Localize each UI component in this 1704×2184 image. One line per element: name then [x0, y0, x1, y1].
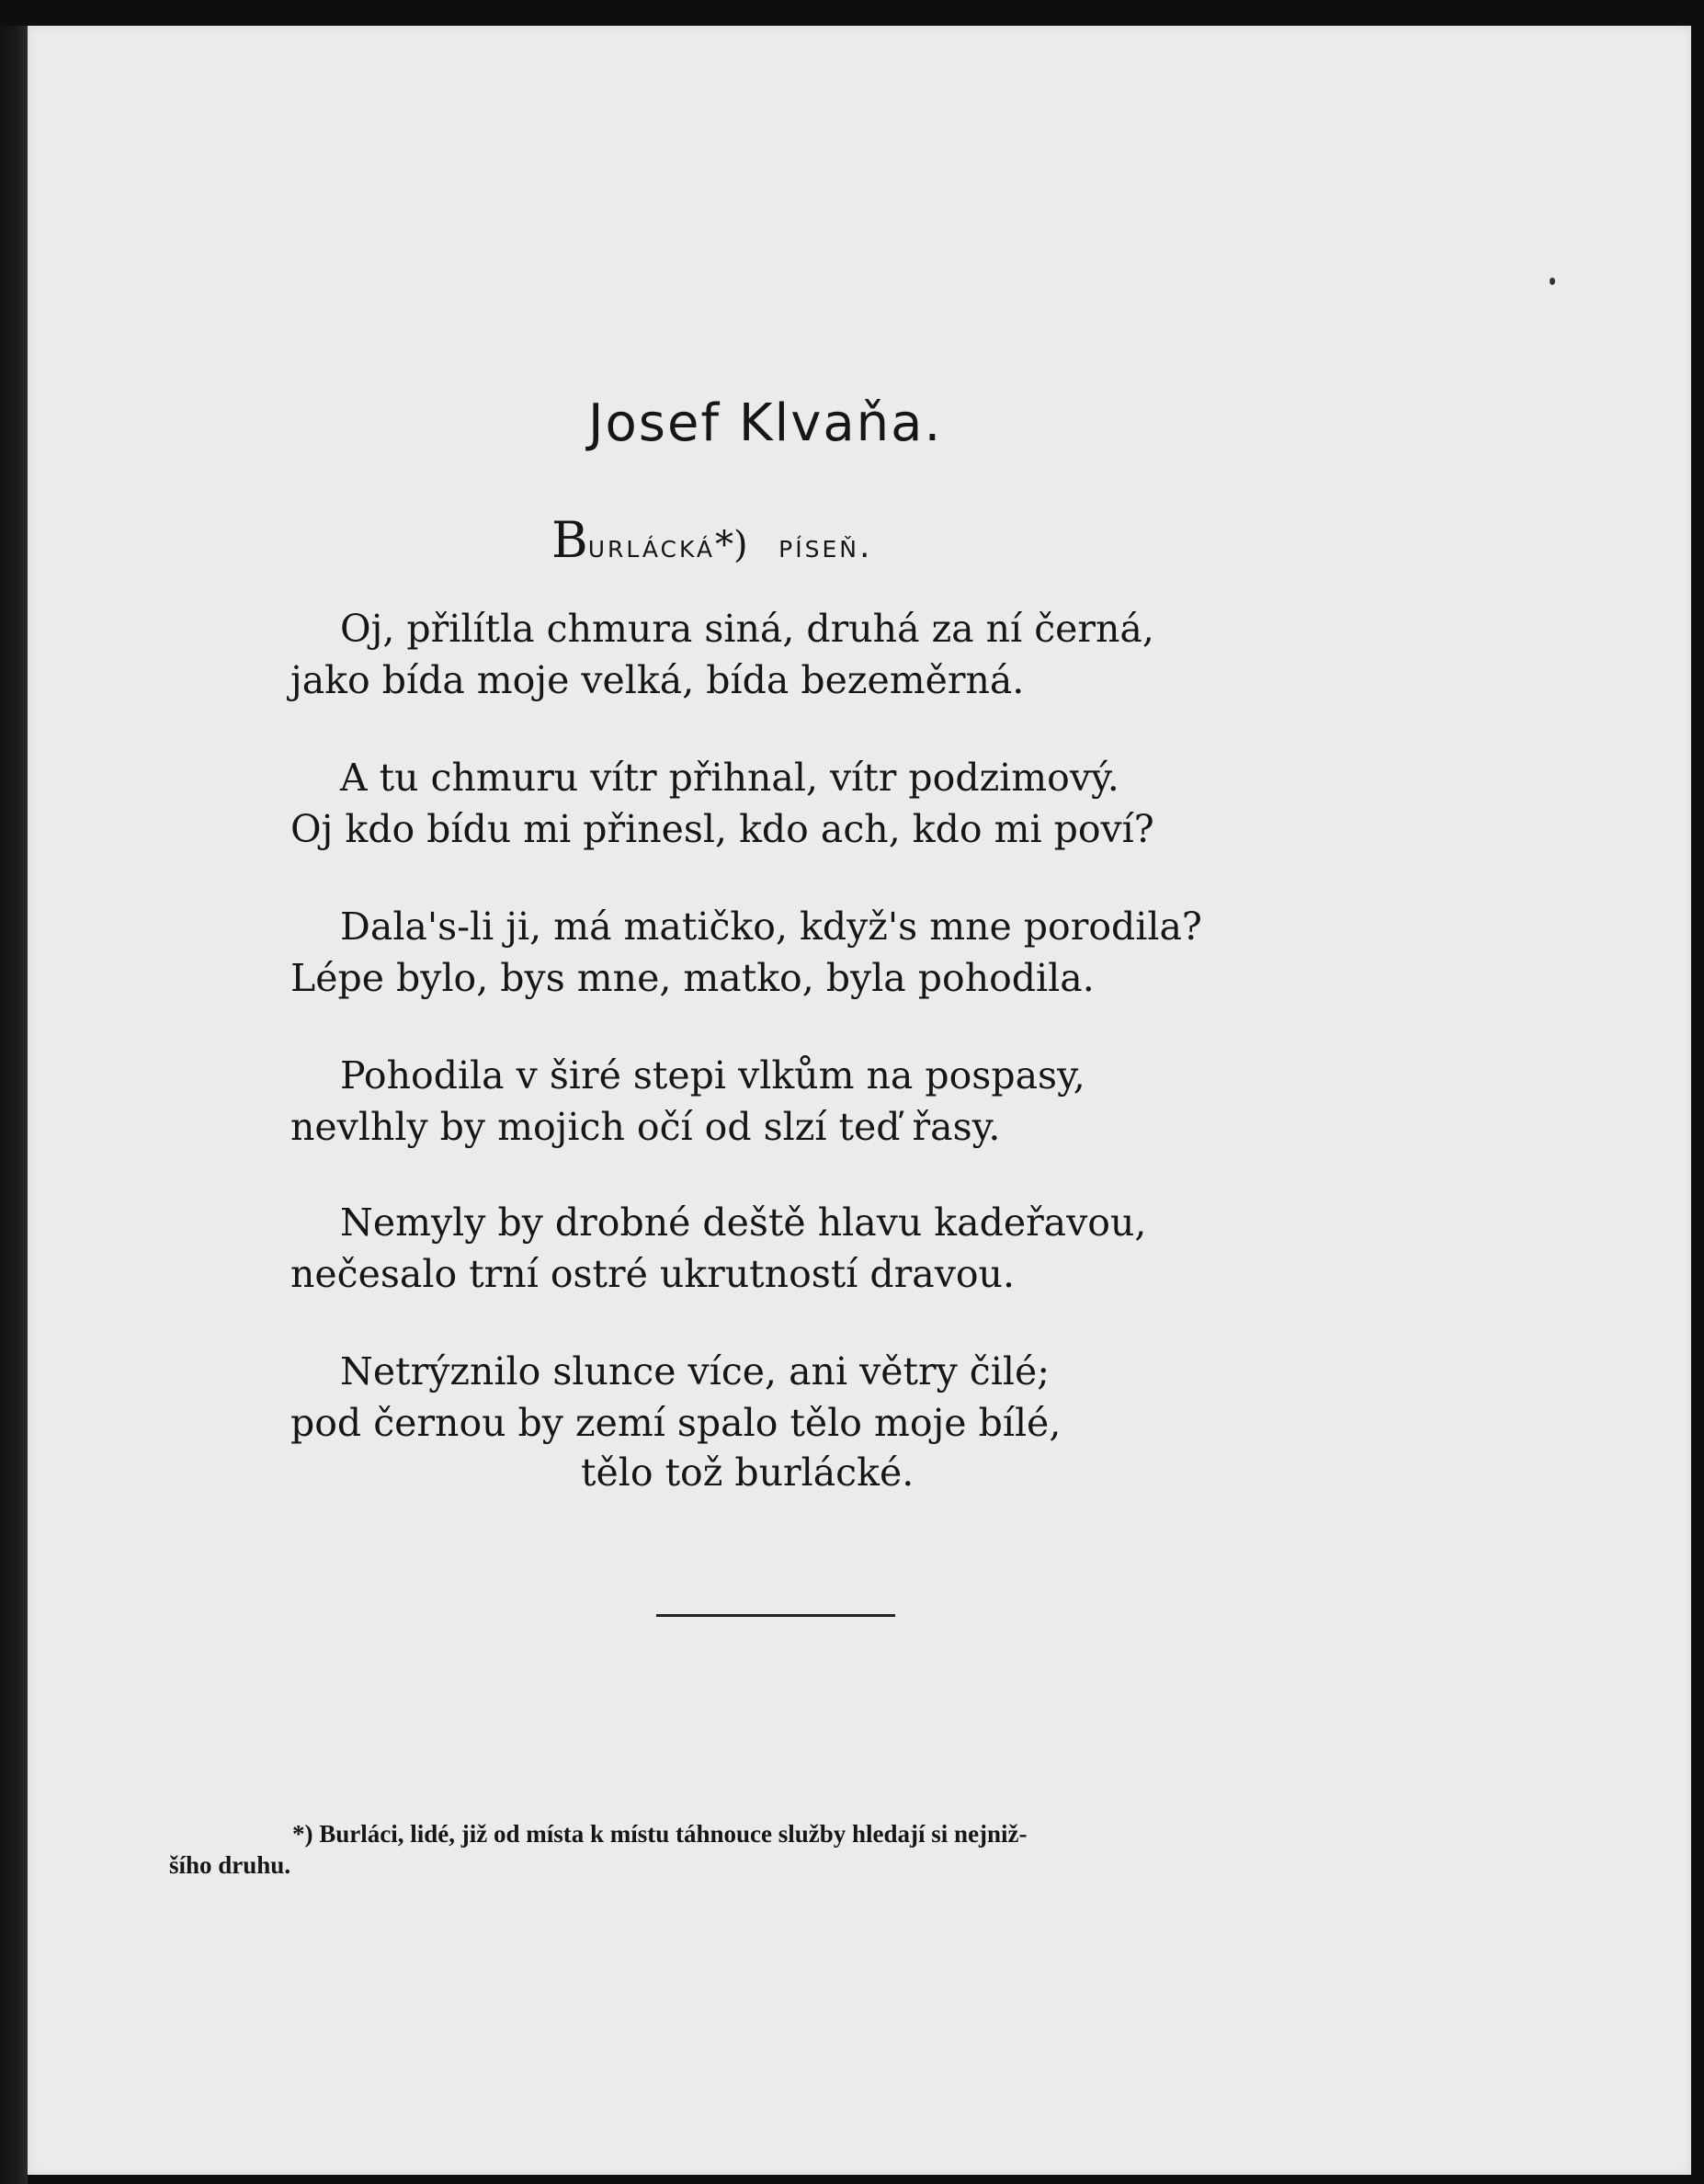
- poem-line: jako bída moje velká, bída bezeměrná.: [290, 658, 1025, 702]
- scan-edge-left: [0, 0, 28, 2184]
- poem-line: Netrýznilo slunce více, ani větry čilé;: [340, 1349, 1051, 1393]
- poem-line: Dala's-li ji, má matičko, když's mne porodila?: [340, 904, 1202, 949]
- title-word-1: urlácká: [587, 528, 716, 565]
- poem-line: Lépe bylo, bys mne, matko, byla pohodila.: [290, 956, 1095, 1000]
- poem-line: tělo tož burlácké.: [581, 1450, 914, 1495]
- title-word-2: píseň.: [778, 528, 873, 565]
- poem-line: pod černou by zemí spalo tělo moje bílé,: [290, 1401, 1062, 1445]
- poem-line: nevlhly by mojich očí od slzí teď řasy.: [290, 1105, 1001, 1149]
- poem-line: Oj kdo bídu mi přinesl, kdo ach, kdo mi poví?: [290, 807, 1154, 851]
- poem-title: [551, 511, 872, 569]
- poem-line: A tu chmuru vítr přihnal, vítr podzimový.: [340, 756, 1119, 800]
- title-initial: B: [551, 511, 588, 569]
- footnote-line: šího druhu.: [169, 1851, 291, 1879]
- poem-line: nečesalo trní ostré ukrutností dravou.: [290, 1252, 1015, 1296]
- poem-line: Oj, přilítla chmura siná, druhá za ní černá,: [340, 607, 1154, 651]
- scan-edge-top: [0, 0, 1676, 26]
- poem-line: Nemyly by drobné deště hlavu kadeřavou,: [340, 1200, 1147, 1245]
- paper-speck: [1550, 278, 1555, 285]
- section-divider: [656, 1614, 895, 1617]
- poem-line: Pohodila v širé stepi vlkům na pospasy,: [340, 1053, 1085, 1098]
- footnote-line: *) Burláci, lidé, již od místa k místu táhnouce služby hledají si nejniž-: [292, 1820, 1028, 1848]
- author-heading: Josef Klvaňa.: [588, 393, 943, 453]
- footnote-marker: *): [715, 524, 748, 566]
